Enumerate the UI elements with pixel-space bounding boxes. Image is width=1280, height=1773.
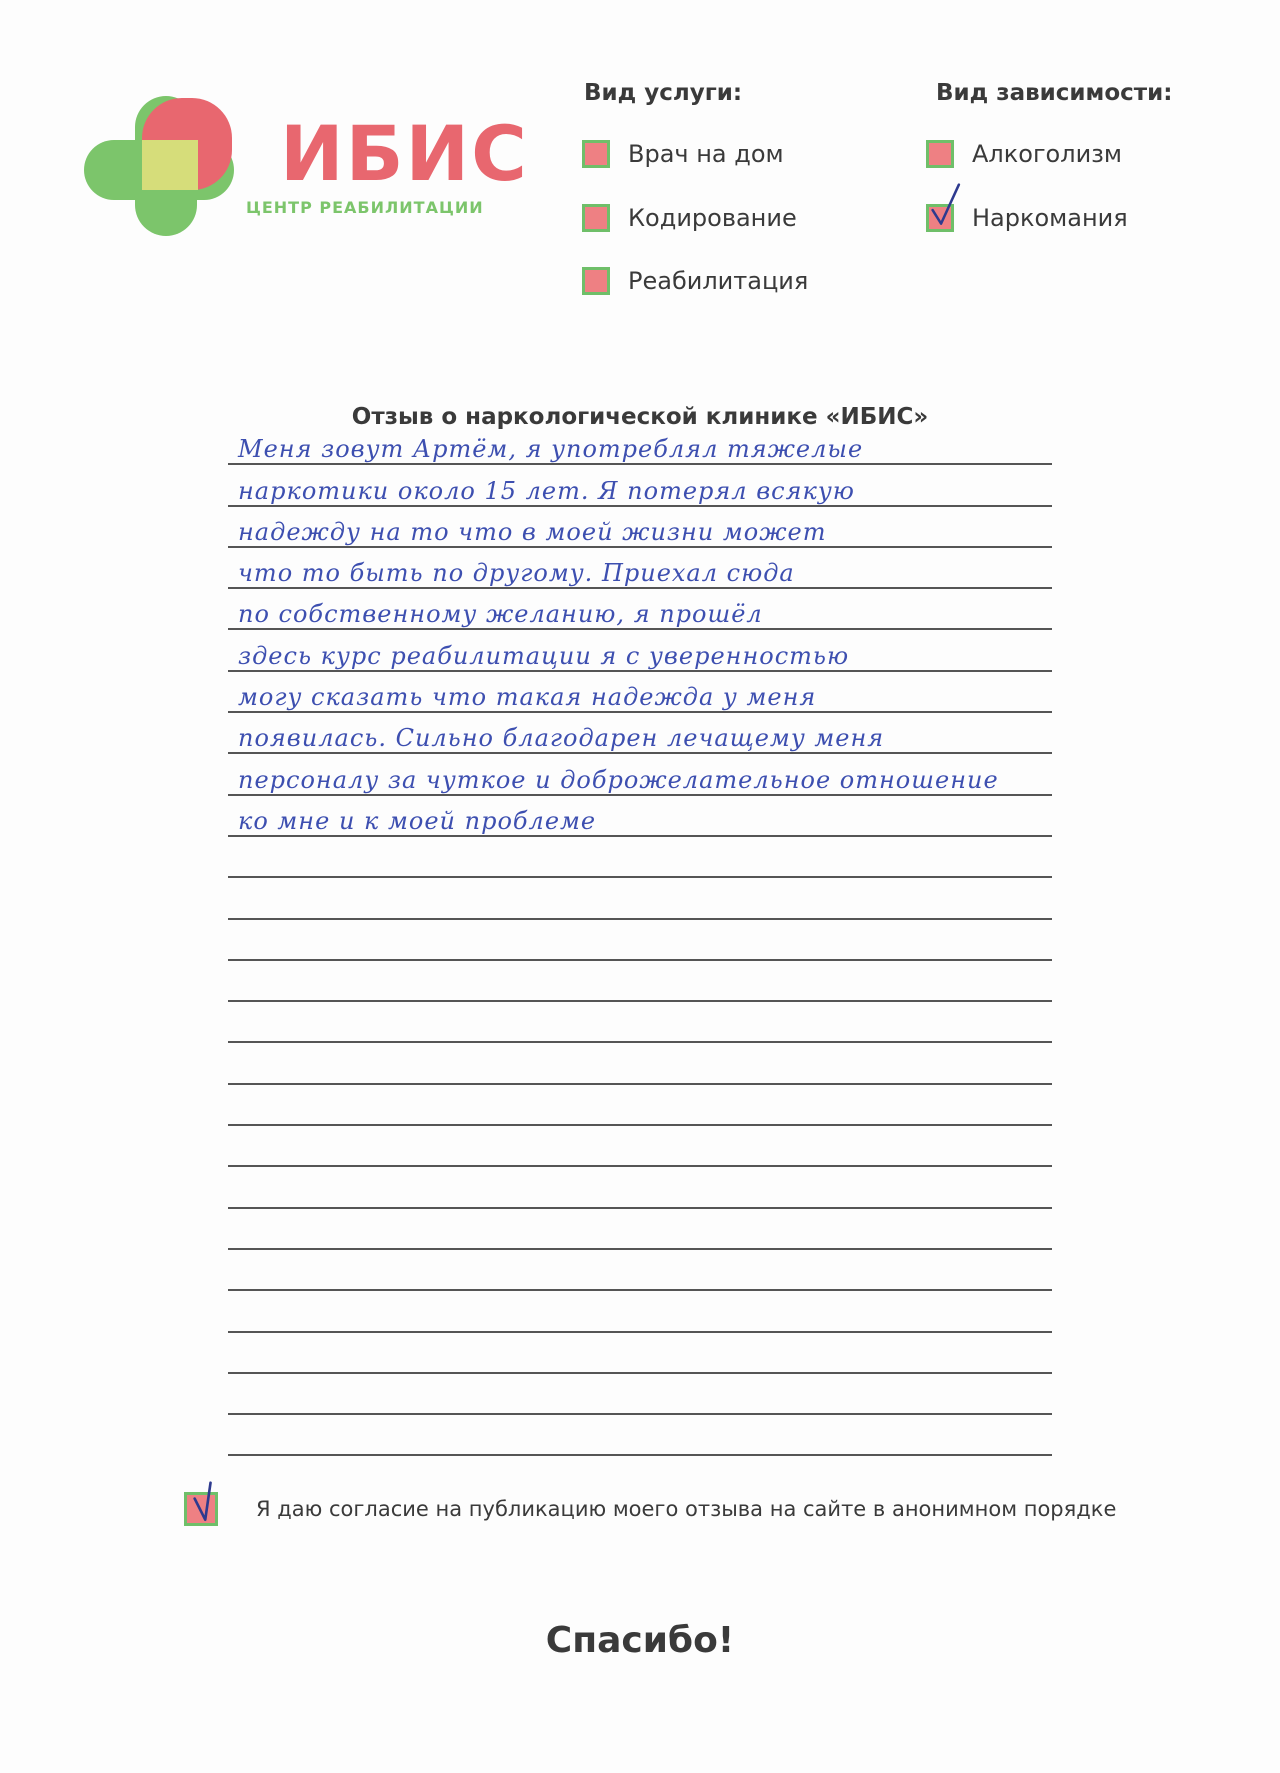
service-option-doctor-home[interactable] (582, 136, 784, 172)
logo-name: ИБИС (280, 109, 529, 198)
handwritten-text: персоналу за чуткое и доброжелательное отношение (238, 765, 999, 794)
form-title: Отзыв о наркологической клинике «ИБИС» (351, 404, 929, 430)
review-line[interactable] (228, 1085, 1052, 1126)
checkbox[interactable] (582, 204, 610, 232)
checkbox[interactable] (926, 140, 954, 168)
review-line[interactable] (228, 1167, 1052, 1208)
option-label: Наркомания (972, 204, 1128, 232)
review-lines[interactable] (228, 424, 1052, 1456)
checkbox[interactable] (582, 140, 610, 168)
checkmark-icon (927, 183, 967, 227)
handwritten-text: ко мне и к моей проблеме (238, 806, 597, 835)
ibis-logo (80, 96, 529, 246)
checkmark-icon (187, 1481, 227, 1525)
review-line[interactable] (228, 465, 1052, 506)
review-line[interactable] (228, 548, 1052, 589)
consent-text: Я даю согласие на публикацию моего отзыва на сайте в анонимном порядке (256, 1497, 1117, 1521)
review-line[interactable] (228, 630, 1052, 671)
review-line[interactable] (228, 672, 1052, 713)
review-line[interactable] (228, 1043, 1052, 1084)
checkbox-checked[interactable] (926, 204, 954, 232)
review-line[interactable] (228, 754, 1052, 795)
review-line[interactable] (228, 1002, 1052, 1043)
consent-checkbox[interactable] (184, 1492, 218, 1526)
consent-row[interactable] (184, 1492, 1116, 1526)
review-line[interactable] (228, 961, 1052, 1002)
review-line[interactable] (228, 589, 1052, 630)
review-line[interactable] (228, 796, 1052, 837)
review-line[interactable] (228, 837, 1052, 878)
handwritten-text: здесь курс реабилитации я с уверенностью (238, 641, 850, 670)
handwritten-text: наркотики около 15 лет. Я потерял всякую (238, 476, 855, 505)
review-line[interactable] (228, 1374, 1052, 1415)
option-label: Алкоголизм (972, 140, 1123, 168)
review-line[interactable] (228, 878, 1052, 919)
service-type-title: Вид услуги: (584, 80, 743, 106)
dependency-option-drug-addiction[interactable] (926, 200, 1128, 236)
review-line[interactable] (228, 424, 1052, 465)
checkbox[interactable] (582, 267, 610, 295)
handwritten-text: по собственному желанию, я прошёл (238, 600, 763, 629)
option-label: Врач на дом (628, 140, 784, 168)
handwritten-text: Меня зовут Артём, я употреблял тяжелые (238, 435, 864, 464)
option-label: Кодирование (628, 204, 797, 232)
dependency-option-alcoholism[interactable] (926, 136, 1122, 172)
handwritten-text: могу сказать что такая надежда у меня (238, 683, 817, 712)
review-line[interactable] (228, 713, 1052, 754)
review-line[interactable] (228, 1415, 1052, 1456)
review-line[interactable] (228, 1333, 1052, 1374)
service-option-coding[interactable] (582, 200, 797, 236)
dependency-type-title: Вид зависимости: (936, 80, 1173, 106)
review-line[interactable] (228, 1126, 1052, 1167)
review-line[interactable] (228, 1291, 1052, 1332)
logo-subtitle: ЦЕНТР РЕАБИЛИТАЦИИ (246, 198, 484, 217)
service-option-rehabilitation[interactable] (582, 263, 808, 299)
review-line[interactable] (228, 507, 1052, 548)
option-label: Реабилитация (628, 267, 809, 295)
review-line[interactable] (228, 1250, 1052, 1291)
handwritten-text: надежду на то что в моей жизни может (238, 517, 827, 546)
handwritten-text: появилась. Сильно благодарен лечащему меня (238, 724, 885, 753)
review-line[interactable] (228, 1209, 1052, 1250)
cross-logo-icon (80, 96, 240, 246)
review-line[interactable] (228, 920, 1052, 961)
handwritten-text: что то быть по другому. Приехал сюда (238, 559, 795, 588)
thanks-text: Спасибо! (545, 1620, 735, 1661)
